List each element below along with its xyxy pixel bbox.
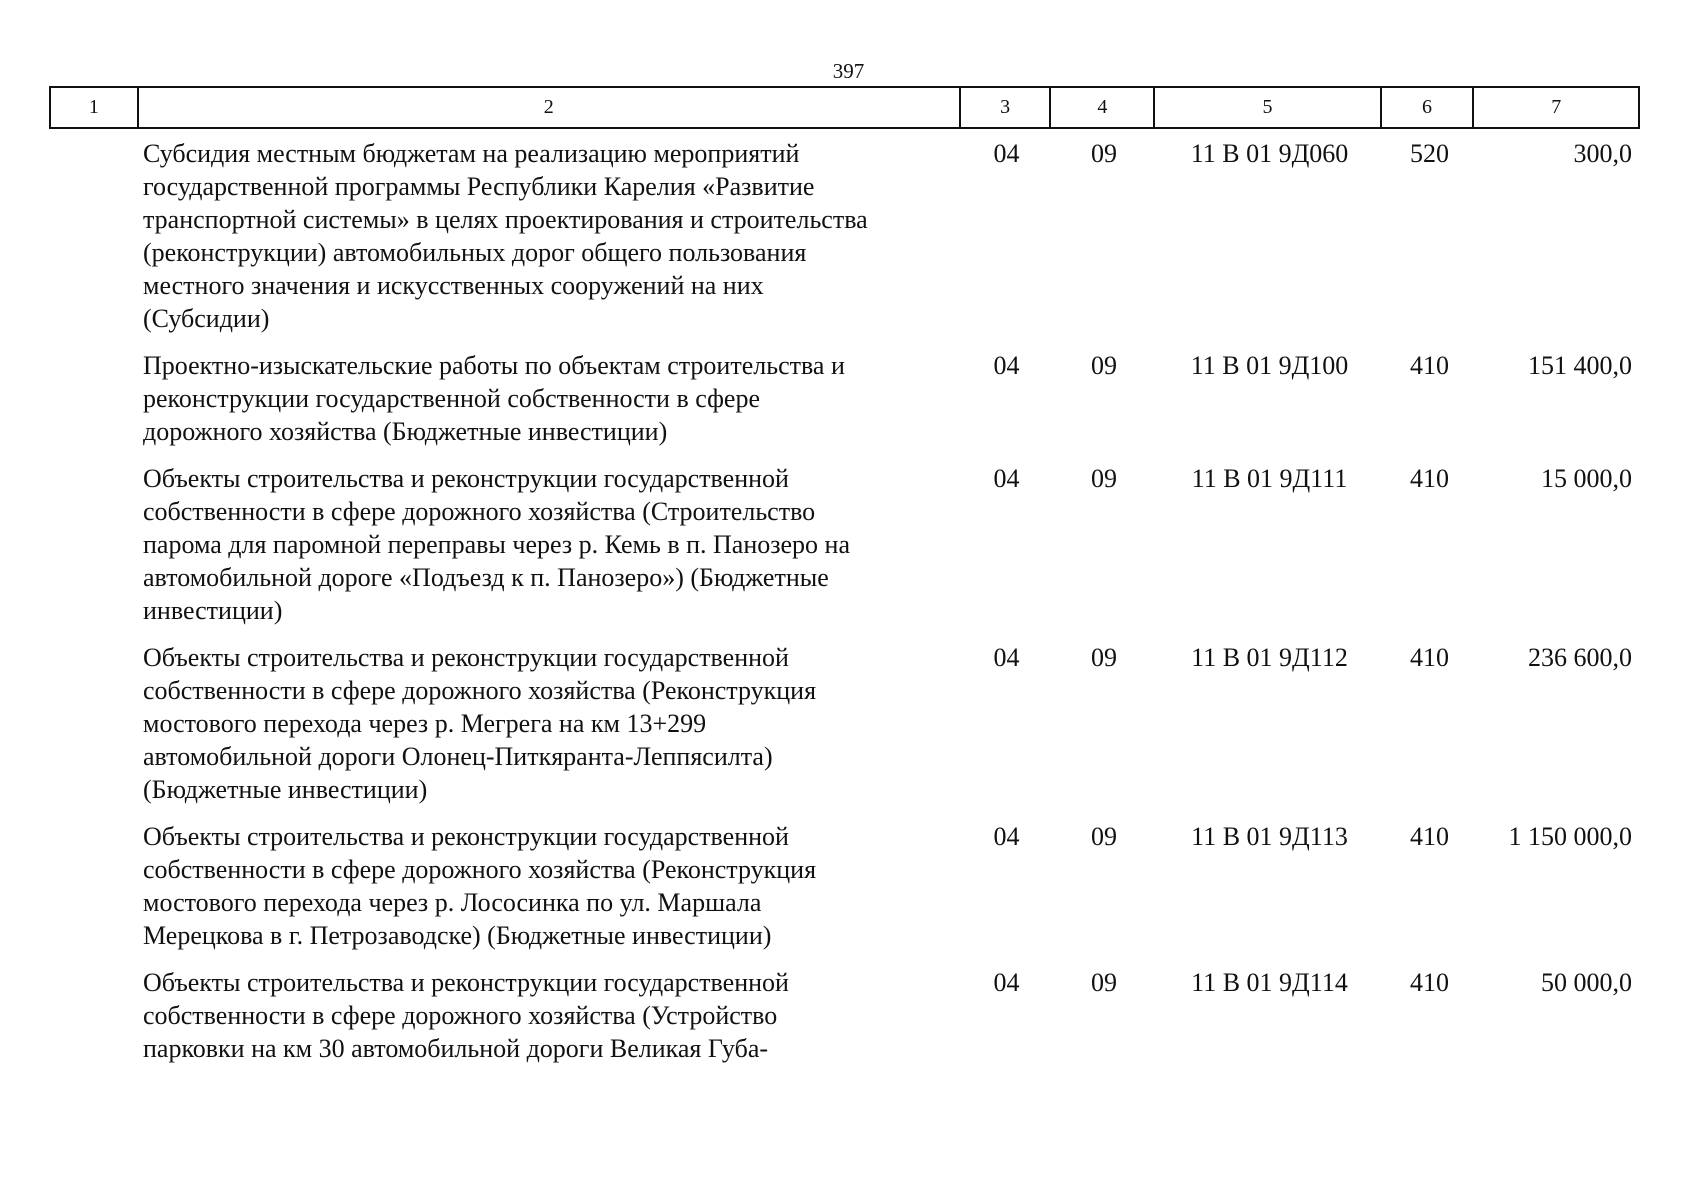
row-target-article: 11 В 01 9Д113 [1191, 822, 1348, 851]
row-description [49, 966, 961, 1065]
row-amount: 151 400,0 [1528, 351, 1632, 380]
row-target-article: 11 В 01 9Д060 [1190, 139, 1349, 168]
table-row [49, 820, 1640, 952]
row-amount: 15 000,0 [1541, 464, 1632, 493]
row-subsection-code: 09 [1091, 464, 1117, 493]
table-body [49, 137, 1640, 1065]
row-section-code: 04 [993, 643, 1020, 672]
row-expense-type: 410 [1410, 351, 1449, 380]
description-line: Мерецкова в г. Петрозаводске) (Бюджетные инвестиции) [143, 921, 772, 950]
description-line: Объекты строительства и реконструкции государственной [143, 968, 789, 997]
header-col-2: 2 [139, 88, 961, 127]
row-target-article: 11 В 01 9Д112 [1191, 643, 1348, 672]
row-description [49, 462, 961, 627]
row-section-code: 04 [993, 351, 1020, 380]
header-col-5: 5 [1155, 88, 1381, 127]
header-col-1: 1 [51, 88, 139, 127]
description-line: мостового перехода через р. Мегрега на км 13+299 [143, 709, 707, 738]
header-col-4: 4 [1051, 88, 1155, 127]
description-line: Объекты строительства и реконструкции государственной [143, 643, 789, 672]
row-amount: 236 600,0 [1528, 643, 1632, 672]
row-description [49, 137, 961, 335]
description-line: дорожного хозяйства (Бюджетные инвестиции) [143, 417, 668, 446]
row-amount: 50 000,0 [1541, 968, 1632, 997]
description-line: автомобильной дороге «Подъезд к п. Панозеро») (Бюджетные [143, 563, 829, 592]
description-line: государственной программы Республики Карелия «Развитие [143, 172, 815, 201]
page-number: 397 [832, 59, 865, 83]
row-subsection-code: 09 [1091, 822, 1117, 851]
description-line: автомобильной дороги Олонец-Питкяранта-Леппясилта) [143, 742, 773, 771]
description-line: Объекты строительства и реконструкции государственной [143, 464, 789, 493]
row-description [49, 349, 961, 448]
description-line: собственности в сфере дорожного хозяйства (Реконструкция [143, 676, 817, 705]
row-expense-type: 410 [1410, 968, 1449, 997]
row-expense-type: 410 [1410, 822, 1449, 851]
table-row [49, 137, 1640, 335]
row-target-article: 11 В 01 9Д100 [1190, 351, 1349, 380]
description-line: парома для паромной переправы через р. Кемь в п. Панозеро на [143, 530, 851, 559]
header-col-3: 3 [961, 88, 1052, 127]
row-amount: 300,0 [1573, 139, 1632, 168]
row-expense-type: 520 [1410, 139, 1449, 168]
row-section-code: 04 [993, 464, 1020, 493]
row-section-code: 04 [993, 822, 1020, 851]
row-subsection-code: 09 [1091, 139, 1117, 168]
description-line: Субсидия местным бюджетам на реализацию мероприятий [143, 139, 800, 168]
row-description [49, 641, 961, 806]
row-subsection-code: 09 [1091, 968, 1117, 997]
description-line: (Бюджетные инвестиции) [143, 775, 428, 804]
description-line: Проектно-изыскательские работы по объектам строительства и [143, 351, 845, 380]
description-line: (реконструкции) автомобильных дорог общего пользования [143, 238, 807, 267]
table-row [49, 462, 1640, 627]
table-row [49, 966, 1640, 1065]
row-section-code: 04 [993, 968, 1020, 997]
table-row [49, 641, 1640, 806]
description-line: инвестиции) [143, 596, 283, 625]
table-row [49, 349, 1640, 448]
description-line: местного значения и искусственных сооружений на них [143, 271, 764, 300]
description-line: мостового перехода через р. Лососинка по ул. Маршала [143, 888, 762, 917]
row-target-article: 11 В 01 9Д111 [1191, 464, 1348, 493]
row-expense-type: 410 [1410, 643, 1449, 672]
description-line: (Субсидии) [143, 304, 270, 333]
row-amount: 1 150 000,0 [1508, 822, 1632, 851]
row-section-code: 04 [993, 139, 1020, 168]
row-target-article: 11 В 01 9Д114 [1191, 968, 1348, 997]
description-line: собственности в сфере дорожного хозяйства (Строительство [143, 497, 816, 526]
description-line: собственности в сфере дорожного хозяйства (Реконструкция [143, 855, 817, 884]
table-header [49, 86, 1640, 129]
header-col-6: 6 [1382, 88, 1475, 127]
header-col-7: 7 [1551, 96, 1562, 118]
description-line: Объекты строительства и реконструкции государственной [143, 822, 789, 851]
description-line: парковки на км 30 автомобильной дороги Великая Губа- [143, 1034, 769, 1063]
description-line: собственности в сфере дорожного хозяйства (Устройство [143, 1001, 778, 1030]
row-expense-type: 410 [1410, 464, 1449, 493]
row-description [49, 820, 961, 952]
description-line: реконструкции государственной собственности в сфере [143, 384, 761, 413]
row-subsection-code: 09 [1091, 351, 1117, 380]
row-subsection-code: 09 [1091, 643, 1117, 672]
description-line: транспортной системы» в целях проектирования и строительства [143, 205, 868, 234]
